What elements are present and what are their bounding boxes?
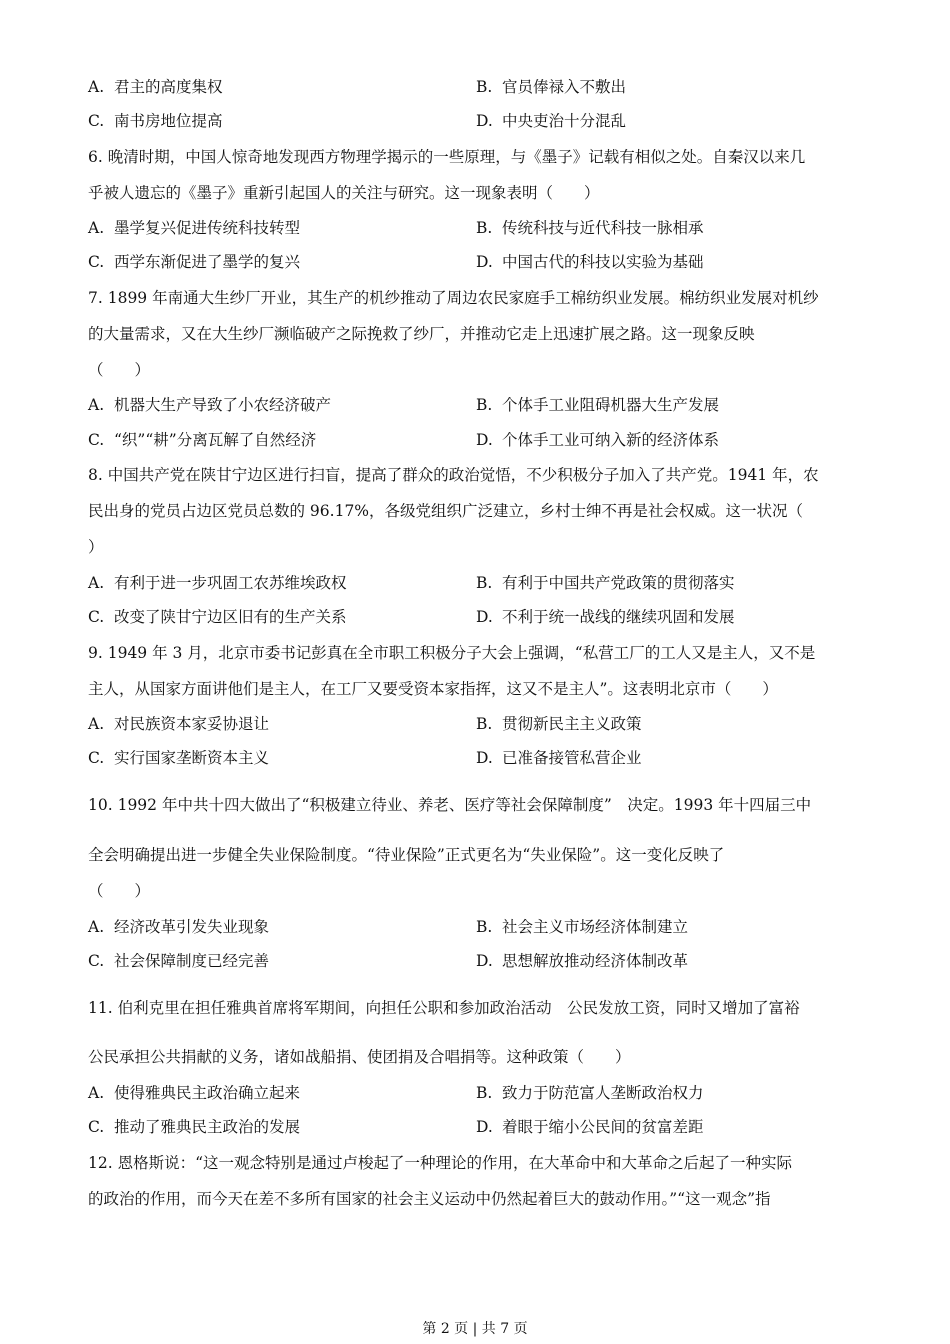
option-text: 贯彻新民主主义政策 — [502, 715, 642, 733]
option-text: 经济改革引发失业现象 — [114, 918, 270, 936]
q7-option-b — [476, 394, 719, 416]
q10-stem-line-1: 10. 1992 年中共十四大做出了“积极建立待业、养老、医疗等社会保障制度” 决定。1993 年十四届三中 — [88, 796, 812, 814]
q5-option-d — [476, 110, 626, 132]
option-letter: C. — [88, 253, 105, 271]
option-text: 已准备接管私营企业 — [502, 749, 642, 767]
option-text: 西学东渐促进了墨学的复兴 — [114, 253, 301, 271]
q6-stem-line-2: 乎被人遗忘的《墨子》重新引起国人的关注与研究。这一现象表明（ ） — [88, 184, 600, 202]
option-letter: A. — [88, 78, 105, 96]
q10-stem-line-2: 全会明确提出进一步健全失业保险制度。“待业保险”正式更名为“失业保险”。这一变化反映了 — [88, 846, 725, 864]
q5-option-c — [88, 110, 223, 132]
option-letter: A. — [88, 574, 105, 592]
q8-option-a — [88, 572, 347, 594]
q9-option-a — [88, 713, 269, 735]
q9-option-d — [476, 747, 642, 769]
option-text: 使得雅典民主政治确立起来 — [114, 1084, 301, 1102]
option-text: 有利于中国共产党政策的贯彻落实 — [502, 574, 735, 592]
q11-option-a — [88, 1082, 300, 1104]
option-letter: C. — [88, 749, 105, 767]
q11-option-d — [476, 1116, 704, 1138]
option-letter: C. — [88, 431, 105, 449]
option-letter: A. — [88, 715, 105, 733]
option-text: 社会保障制度已经完善 — [114, 952, 270, 970]
q6-option-a — [88, 217, 300, 239]
option-text: 墨学复兴促进传统科技转型 — [114, 219, 301, 237]
option-letter: D. — [476, 112, 493, 130]
option-text: 传统科技与近代科技一脉相承 — [502, 219, 704, 237]
option-text: 官员俸禄入不敷出 — [502, 78, 627, 96]
option-letter: D. — [476, 253, 493, 271]
option-letter: D. — [476, 608, 493, 626]
q8-option-c — [88, 606, 347, 628]
option-letter: A. — [88, 1084, 105, 1102]
option-letter: C. — [88, 112, 105, 130]
q7-stem-line-1: 7. 1899 年南通大生纱厂开业，其生产的机纱推动了周边农民家庭手工棉纺织业发展。棉纺织业发展对机纱 — [88, 289, 819, 307]
option-text: 着眼于缩小公民间的贫富差距 — [502, 1118, 704, 1136]
q11-option-c — [88, 1116, 300, 1138]
option-text: 致力于防范富人垄断政治权力 — [502, 1084, 704, 1102]
option-text: 不利于统一战线的继续巩固和发展 — [502, 608, 735, 626]
q9-stem-line-2: 主人，从国家方面讲他们是主人，在工厂又要受资本家指挥，这又不是主人”。这表明北京市（ ） — [88, 680, 778, 698]
q6-option-b — [476, 217, 704, 239]
q5-option-b — [476, 76, 626, 98]
q6-stem-line-1: 6. 晚清时期，中国人惊奇地发现西方物理学揭示的一些原理，与《墨子》记载有相似之处。自秦汉以来几 — [88, 148, 806, 166]
q11-stem-line-2: 公民承担公共捐献的义务，诸如战船捐、使团捐及合唱捐等。这种政策（ ） — [88, 1048, 631, 1066]
option-text: 南书房地位提高 — [114, 112, 223, 130]
option-text: 改变了陕甘宁边区旧有的生产关系 — [114, 608, 347, 626]
q10-option-c — [88, 950, 269, 972]
option-text: 个体手工业可纳入新的经济体系 — [502, 431, 720, 449]
q8-option-d — [476, 606, 735, 628]
option-text: “织”“耕”分离瓦解了自然经济 — [114, 431, 317, 449]
page-footer: 第 2 页 | 共 7 页 — [422, 1321, 528, 1337]
option-letter: C. — [88, 608, 105, 626]
option-text: 实行国家垄断资本主义 — [114, 749, 270, 767]
option-letter: B. — [476, 918, 493, 936]
q6-option-c — [88, 251, 300, 273]
option-text: 中央吏治十分混乱 — [502, 112, 627, 130]
option-letter: B. — [476, 574, 493, 592]
q11-option-b — [476, 1082, 704, 1104]
option-text: 对民族资本家妥协退让 — [114, 715, 270, 733]
q10-option-b — [476, 916, 688, 938]
option-letter: D. — [476, 1118, 493, 1136]
option-letter: A. — [88, 219, 105, 237]
q7-option-c — [88, 429, 316, 451]
option-text: 君主的高度集权 — [114, 78, 223, 96]
q9-option-b — [476, 713, 642, 735]
q10-option-d — [476, 950, 688, 972]
option-letter: B. — [476, 715, 493, 733]
option-letter: B. — [476, 396, 493, 414]
q8-stem-line-2: 民出身的党员占边区党员总数的 96.17%，各级党组织广泛建立，乡村士绅不再是社会权威。这一状况（ — [88, 502, 804, 520]
option-letter: D. — [476, 952, 493, 970]
q5-option-a — [88, 76, 223, 98]
q10-stem-line-3: （ ） — [88, 882, 151, 900]
option-letter: C. — [88, 1118, 105, 1136]
option-text: 推动了雅典民主政治的发展 — [114, 1118, 301, 1136]
q7-stem-line-3: （ ） — [88, 361, 151, 379]
q12-stem-line-2: 的政治的作用，而今天在差不多所有国家的社会主义运动中仍然起着巨大的鼓动作用。”“这一观念”指 — [88, 1190, 771, 1208]
q8-stem-line-1: 8. 中国共产党在陕甘宁边区进行扫盲，提高了群众的政治觉悟，不少积极分子加入了共产党。1941 年，农 — [88, 466, 819, 484]
option-letter: C. — [88, 952, 105, 970]
option-letter: B. — [476, 78, 493, 96]
option-letter: A. — [88, 918, 105, 936]
q7-stem-line-2: 的大量需求，又在大生纱厂濒临破产之际挽救了纱厂，并推动它走上迅速扩展之路。这一现象反映 — [88, 325, 755, 343]
q8-stem-line-3: ） — [88, 538, 104, 556]
option-letter: B. — [476, 219, 493, 237]
option-text: 个体手工业阻碍机器大生产发展 — [502, 396, 720, 414]
option-text: 社会主义市场经济体制建立 — [502, 918, 689, 936]
q11-stem-line-1: 11. 伯利克里在担任雅典首席将军期间，向担任公职和参加政治活动 公民发放工资，同时又增加了富裕 — [88, 999, 800, 1017]
option-letter: D. — [476, 749, 493, 767]
q12-stem-line-1: 12. 恩格斯说：“这一观念特别是通过卢梭起了一种理论的作用，在大革命中和大革命之后起了一种实际 — [88, 1154, 793, 1172]
option-text: 机器大生产导致了小农经济破产 — [114, 396, 332, 414]
option-text: 思想解放推动经济体制改革 — [502, 952, 689, 970]
option-text: 有利于进一步巩固工农苏维埃政权 — [114, 574, 347, 592]
option-letter: D. — [476, 431, 493, 449]
q7-option-d — [476, 429, 719, 451]
q9-option-c — [88, 747, 269, 769]
q7-option-a — [88, 394, 331, 416]
option-text: 中国古代的科技以实验为基础 — [502, 253, 704, 271]
q9-stem-line-1: 9. 1949 年 3 月，北京市委书记彭真在全市职工积极分子大会上强调，“私营工厂的工人又是主人，又不是 — [88, 644, 816, 662]
q10-option-a — [88, 916, 269, 938]
option-letter: A. — [88, 396, 105, 414]
q6-option-d — [476, 251, 704, 273]
q8-option-b — [476, 572, 735, 594]
option-letter: B. — [476, 1084, 493, 1102]
